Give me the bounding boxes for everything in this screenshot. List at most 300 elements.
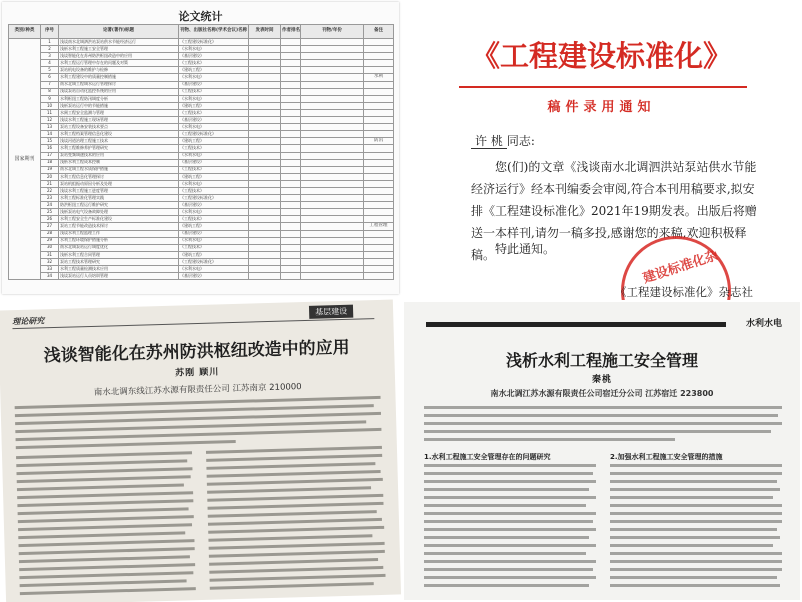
row-rank xyxy=(281,131,301,138)
row-journal: 《工程建设标准化》 xyxy=(179,131,249,138)
table-row xyxy=(9,159,394,166)
row-year xyxy=(301,124,364,131)
row-remark xyxy=(364,95,394,102)
row-title: 南水北调工程调水运行管理探讨 xyxy=(59,81,179,88)
section-heading: 1.水利工程施工安全管理存在的问题研究 xyxy=(424,453,551,461)
row-title: 浅析泵站电气设备故障处理 xyxy=(59,209,179,216)
row-rank xyxy=(281,95,301,102)
row-remark xyxy=(364,117,394,124)
table-row xyxy=(9,88,394,95)
text-line xyxy=(206,462,375,470)
table-row xyxy=(9,187,394,194)
row-title: 浅谈水利工程监理工作 xyxy=(59,230,179,237)
body-column-right xyxy=(610,450,782,592)
text-line xyxy=(16,440,236,449)
abstract-text-block xyxy=(424,406,782,446)
row-year xyxy=(301,131,364,138)
text-line xyxy=(210,582,374,590)
row-remark xyxy=(364,258,394,265)
text-line xyxy=(207,478,383,486)
row-date xyxy=(249,237,281,244)
row-title: 南水北调工程水质保护措施 xyxy=(59,166,179,173)
row-date xyxy=(249,46,281,53)
row-title: 水利工程安全生产标准化建设 xyxy=(59,216,179,223)
table-row xyxy=(9,244,394,251)
row-remark xyxy=(364,273,394,280)
row-number: 2 xyxy=(41,46,59,53)
row-number: 23 xyxy=(41,195,59,202)
row-remark xyxy=(364,187,394,194)
header-title: 论著(著作)标题 xyxy=(59,25,179,39)
row-date xyxy=(249,138,281,145)
row-date xyxy=(249,39,281,46)
table-row xyxy=(9,166,394,173)
row-journal: 《工程建设标准化》 xyxy=(179,195,249,202)
journal-tag: 基层建设 xyxy=(309,305,353,319)
row-remark xyxy=(364,39,394,46)
row-journal: 《工程技术》 xyxy=(179,166,249,173)
row-rank xyxy=(281,67,301,74)
row-year xyxy=(301,251,364,258)
text-line xyxy=(209,542,385,550)
row-remark xyxy=(364,216,394,223)
row-title: 水利工程信息化管理探讨 xyxy=(59,173,179,180)
text-line xyxy=(209,558,378,566)
row-remark xyxy=(364,173,394,180)
row-number: 15 xyxy=(41,138,59,145)
text-line xyxy=(208,502,384,510)
row-year xyxy=(301,173,364,180)
row-date xyxy=(249,102,281,109)
row-date xyxy=(249,195,281,202)
title-divider xyxy=(459,86,747,88)
row-journal: 《水利水电》 xyxy=(179,266,249,273)
row-journal: 《建筑工程》 xyxy=(179,173,249,180)
text-line xyxy=(610,464,782,467)
text-line xyxy=(208,518,382,526)
row-rank xyxy=(281,124,301,131)
row-date xyxy=(249,152,281,159)
row-journal: 《基层建设》 xyxy=(179,159,249,166)
row-number: 24 xyxy=(41,202,59,209)
row-rank xyxy=(281,39,301,46)
row-journal: 《水利水电》 xyxy=(179,124,249,131)
row-date xyxy=(249,216,281,223)
text-line xyxy=(610,480,777,483)
row-year xyxy=(301,202,364,209)
header-remark: 备注 xyxy=(364,25,394,39)
row-title: 浅析水利工程施工安全管理 xyxy=(59,46,179,53)
row-remark xyxy=(364,251,394,258)
text-line xyxy=(424,544,596,547)
row-number: 20 xyxy=(41,173,59,180)
text-line xyxy=(424,504,586,507)
row-title: 浅谈智能化在苏州防洪枢纽改造中的应用 xyxy=(59,53,179,60)
table-row xyxy=(9,223,394,230)
row-journal: 《工程技术》 xyxy=(179,145,249,152)
text-line xyxy=(210,574,386,582)
text-line xyxy=(424,560,596,563)
row-rank xyxy=(281,180,301,187)
row-number: 4 xyxy=(41,60,59,67)
row-rank xyxy=(281,152,301,159)
table-row xyxy=(9,216,394,223)
text-line xyxy=(18,539,194,547)
row-year xyxy=(301,74,364,81)
magazine-title: 《工程建设标准化》 xyxy=(470,39,732,73)
text-line xyxy=(424,438,675,441)
table-row xyxy=(9,74,394,81)
text-line xyxy=(208,526,384,534)
row-rank xyxy=(281,46,301,53)
row-remark xyxy=(364,67,394,74)
article-suzhou-photo xyxy=(0,300,401,602)
row-journal: 《工程技术》 xyxy=(179,88,249,95)
row-number: 28 xyxy=(41,230,59,237)
row-year xyxy=(301,159,364,166)
row-title: 浅析泵站运行中的节能措施 xyxy=(59,102,179,109)
row-remark xyxy=(364,131,394,138)
row-year xyxy=(301,88,364,95)
row-journal: 《基层建设》 xyxy=(179,53,249,60)
row-journal: 《基层建设》 xyxy=(179,117,249,124)
notice-subtitle: 稿件录用通知 xyxy=(547,100,656,115)
text-line xyxy=(19,563,195,571)
text-line xyxy=(424,528,596,531)
row-journal: 《水利水电》 xyxy=(179,152,249,159)
text-line xyxy=(610,576,777,579)
text-line xyxy=(424,552,586,555)
row-date xyxy=(249,251,281,258)
row-remark xyxy=(364,102,394,109)
text-line xyxy=(18,507,189,515)
text-line xyxy=(610,496,773,499)
row-number: 31 xyxy=(41,251,59,258)
row-number: 19 xyxy=(41,166,59,173)
row-journal: 《基层建设》 xyxy=(179,273,249,280)
table-header-row xyxy=(9,25,394,39)
article-title: 浅谈智能化在苏州防洪枢纽改造中的应用 xyxy=(43,337,350,367)
row-rank xyxy=(281,223,301,230)
row-year xyxy=(301,166,364,173)
table-row xyxy=(9,237,394,244)
table-row xyxy=(9,46,394,53)
text-line xyxy=(424,576,596,579)
row-journal: 《工程技术》 xyxy=(179,187,249,194)
text-line xyxy=(424,568,593,571)
row-rank xyxy=(281,209,301,216)
text-line xyxy=(424,488,589,491)
row-year xyxy=(301,102,364,109)
text-line xyxy=(18,515,194,523)
column-header: 理论研究 xyxy=(12,316,45,327)
row-date xyxy=(249,166,281,173)
section-heading: 2.加强水利工程施工安全管理的措施 xyxy=(610,453,723,461)
text-line xyxy=(610,520,782,523)
acceptance-notice-photo xyxy=(403,0,800,300)
table-row xyxy=(9,102,394,109)
row-date xyxy=(249,117,281,124)
row-remark xyxy=(364,53,394,60)
seal-text: 建设标准化杂 xyxy=(641,248,721,287)
row-title: 浅析水利工程成本控制 xyxy=(59,159,179,166)
row-year xyxy=(301,53,364,60)
row-year xyxy=(301,180,364,187)
table-row xyxy=(9,145,394,152)
table-row xyxy=(9,251,394,258)
row-number: 17 xyxy=(41,152,59,159)
row-journal: 《水利水电》 xyxy=(179,95,249,102)
row-number: 11 xyxy=(41,109,59,116)
table-row xyxy=(9,117,394,124)
row-date xyxy=(249,124,281,131)
row-year xyxy=(301,223,364,230)
text-line xyxy=(207,494,383,502)
header-no: 序号 xyxy=(41,25,59,39)
row-journal: 《建筑工程》 xyxy=(179,251,249,258)
article-author: 秦桃 xyxy=(591,375,612,385)
row-date xyxy=(249,88,281,95)
text-line xyxy=(208,534,372,542)
row-title: 水利工程建设中的质量控制措施 xyxy=(59,74,179,81)
row-year xyxy=(301,152,364,159)
row-number: 8 xyxy=(41,88,59,95)
row-journal: 《基层建设》 xyxy=(179,230,249,237)
row-number: 27 xyxy=(41,223,59,230)
body-column-right xyxy=(206,446,386,595)
row-date xyxy=(249,81,281,88)
row-year xyxy=(301,39,364,46)
row-journal: 《工程技术》 xyxy=(179,60,249,67)
row-rank xyxy=(281,138,301,145)
row-remark xyxy=(364,195,394,202)
table-row xyxy=(9,209,394,216)
text-line xyxy=(209,550,385,558)
row-remark xyxy=(364,209,394,216)
row-rank xyxy=(281,81,301,88)
journal-brand: 水利水电 xyxy=(745,319,782,329)
row-date xyxy=(249,202,281,209)
salutation xyxy=(471,132,535,149)
row-remark xyxy=(364,145,394,152)
article-authors: 苏刚 顾川 xyxy=(175,367,220,379)
header-year: 刊物/年份 xyxy=(301,25,364,39)
text-line xyxy=(424,480,596,483)
notice-body: 您(们)的文章《浅谈南水北调泗洪站泵站供水节能经济运行》经本刊编委会审阅,符合本刊用稿要求,拟安排《工程建设标准化》2021年19期发表。出版后将赠送一本样刊,请勿一稿多投,感谢您的来稿,欢迎积极释稿。 xyxy=(471,160,757,262)
body-column-left xyxy=(424,450,596,592)
row-rank xyxy=(281,251,301,258)
row-remark xyxy=(364,180,394,187)
row-date xyxy=(249,173,281,180)
text-line xyxy=(610,488,780,491)
statistics-table xyxy=(8,24,394,280)
row-number: 33 xyxy=(41,266,59,273)
text-line xyxy=(610,552,782,555)
row-year xyxy=(301,67,364,74)
row-title: 泵站工程设备安装技术要点 xyxy=(59,124,179,131)
text-line xyxy=(19,571,193,579)
table-row xyxy=(9,95,394,102)
text-line xyxy=(207,470,381,478)
text-line xyxy=(424,536,589,539)
row-remark xyxy=(364,266,394,273)
text-line xyxy=(610,544,773,547)
row-journal: 《基层建设》 xyxy=(179,202,249,209)
salutation-suffix: 同志: xyxy=(506,134,535,148)
row-number: 14 xyxy=(41,131,59,138)
row-title: 泵站机组振动原因分析及处理 xyxy=(59,180,179,187)
row-year xyxy=(301,138,364,145)
row-number: 34 xyxy=(41,273,59,280)
row-date xyxy=(249,180,281,187)
row-rank xyxy=(281,216,301,223)
text-line xyxy=(19,547,195,555)
row-date xyxy=(249,266,281,273)
row-rank xyxy=(281,237,301,244)
row-number: 22 xyxy=(41,187,59,194)
row-rank xyxy=(281,273,301,280)
table-row xyxy=(9,81,394,88)
table-row xyxy=(9,173,394,180)
row-title: 泵站变频调速技术的应用 xyxy=(59,152,179,159)
row-number: 21 xyxy=(41,180,59,187)
row-number: 13 xyxy=(41,124,59,131)
row-year xyxy=(301,145,364,152)
recipient-name: 许 桃 xyxy=(471,134,507,149)
row-title: 水利工程质量检测技术应用 xyxy=(59,266,179,273)
row-year xyxy=(301,195,364,202)
row-journal: 《建筑工程》 xyxy=(179,102,249,109)
table-row xyxy=(9,109,394,116)
row-title: 浅谈河道治理工程施工技术 xyxy=(59,138,179,145)
text-line xyxy=(424,512,596,515)
row-number: 29 xyxy=(41,237,59,244)
row-rank xyxy=(281,166,301,173)
category-cell: 国家期刊 xyxy=(9,39,41,280)
row-rank xyxy=(281,230,301,237)
text-line xyxy=(424,584,589,587)
row-journal: 《建筑工程》 xyxy=(179,223,249,230)
text-line xyxy=(610,528,777,531)
text-line xyxy=(16,459,187,467)
table-row xyxy=(9,124,394,131)
text-line xyxy=(17,483,184,491)
row-number: 5 xyxy=(41,67,59,74)
table-row xyxy=(9,258,394,265)
row-date xyxy=(249,67,281,74)
row-number: 10 xyxy=(41,102,59,109)
row-date xyxy=(249,273,281,280)
text-line xyxy=(424,422,782,425)
header-date: 发表时间 xyxy=(249,25,281,39)
row-remark xyxy=(364,88,394,95)
text-line xyxy=(610,536,780,539)
header-rank: 作者排名 xyxy=(281,25,301,39)
row-rank xyxy=(281,102,301,109)
row-year xyxy=(301,60,364,67)
row-rank xyxy=(281,159,301,166)
table-row xyxy=(9,138,394,145)
text-line xyxy=(424,406,782,409)
row-remark xyxy=(364,124,394,131)
row-title: 水利工程维修养护管理研究 xyxy=(59,145,179,152)
row-journal: 《水利水电》 xyxy=(179,237,249,244)
text-line xyxy=(424,430,771,433)
row-year xyxy=(301,230,364,237)
article-title: 浅析水利工程施工安全管理 xyxy=(505,351,698,370)
row-rank xyxy=(281,202,301,209)
text-line xyxy=(424,464,596,467)
row-year xyxy=(301,273,364,280)
row-number: 7 xyxy=(41,81,59,88)
row-remark xyxy=(364,46,394,53)
row-journal: 《工程建设标准化》 xyxy=(179,39,249,46)
row-title: 水利工程运行管理中存在的问题及对策 xyxy=(59,60,179,67)
row-title: 水利枢纽工程防汛调度分析 xyxy=(59,95,179,102)
text-line xyxy=(20,587,196,595)
row-rank xyxy=(281,187,301,194)
row-title: 浅谈泵站自动化监控系统的应用 xyxy=(59,88,179,95)
row-number: 16 xyxy=(41,145,59,152)
row-title: 浅谈南水北调泗洪站泵站供水节能经济运行 xyxy=(59,39,179,46)
row-year xyxy=(301,81,364,88)
row-journal: 《工程建设标准化》 xyxy=(179,258,249,265)
text-line xyxy=(19,555,190,563)
row-title: 水闸工程安全监测与管理 xyxy=(59,109,179,116)
row-title: 泵站机电设备的维护与检修 xyxy=(59,67,179,74)
row-title: 水利工程档案管理信息化建设 xyxy=(59,131,179,138)
text-line xyxy=(207,486,371,494)
row-title: 浅析水利工程合同管理 xyxy=(59,251,179,258)
row-remark xyxy=(364,166,394,173)
row-journal: 《水利水电》 xyxy=(179,209,249,216)
header-bar xyxy=(426,322,726,327)
row-journal: 《工程技术》 xyxy=(179,244,249,251)
row-journal: 《水利水电》 xyxy=(179,74,249,81)
row-number: 25 xyxy=(41,209,59,216)
row-journal: 《水利水电》 xyxy=(179,180,249,187)
row-date xyxy=(249,258,281,265)
table-row xyxy=(9,131,394,138)
row-year xyxy=(301,216,364,223)
row-number: 26 xyxy=(41,216,59,223)
body-column-left xyxy=(16,451,196,600)
row-journal: 《工程技术》 xyxy=(179,109,249,116)
text-line xyxy=(18,523,192,531)
table-row xyxy=(9,266,394,273)
table-title: 论文统计 xyxy=(178,10,223,23)
row-date xyxy=(249,145,281,152)
row-journal: 《建筑工程》 xyxy=(179,138,249,145)
row-title: 防洪枢纽工程运行维护研究 xyxy=(59,202,179,209)
header-journal: 刊物、出版社名称(学术会议)名称 xyxy=(179,25,249,39)
row-year xyxy=(301,46,364,53)
row-date xyxy=(249,244,281,251)
row-rank xyxy=(281,244,301,251)
table-row xyxy=(9,202,394,209)
row-number: 1 xyxy=(41,39,59,46)
row-number: 12 xyxy=(41,117,59,124)
table-row xyxy=(9,53,394,60)
text-line xyxy=(424,496,596,499)
row-rank xyxy=(281,195,301,202)
thesis-statistics-table-photo xyxy=(2,2,399,294)
row-year xyxy=(301,95,364,102)
text-line xyxy=(20,579,187,587)
row-remark xyxy=(364,109,394,116)
text-line xyxy=(610,504,782,507)
text-line xyxy=(610,560,782,563)
